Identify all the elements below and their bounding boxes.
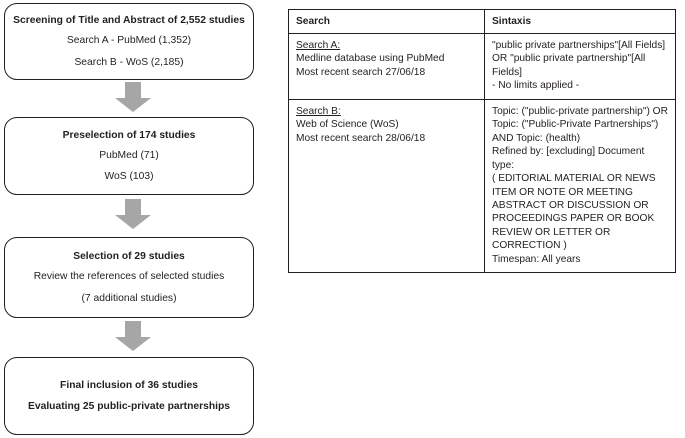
search-a-syntax-cell bbox=[485, 34, 676, 100]
search-a-label: Search A: bbox=[296, 40, 341, 51]
search-b-database: Web of Science (WoS) bbox=[296, 119, 399, 131]
column-header-syntax: Sintaxis bbox=[485, 10, 676, 34]
flow-box-selection-title: Selection of 29 studies bbox=[73, 251, 185, 263]
search-b-syntax-text: Topic: ("public-private partnership") OR Topic: ("Public-Private Partnerships") AND Topic: (health) Refined by: [excluding] Document type: ( EDITORIAL MATERIAL OR NEWS ITEM OR NOTE OR MEETING ABSTRACT OR DISCUSSION OR PROCEEDINGS PAPER OR BOOK REVIEW OR LETTER OR CORRECTION ) Timespan: All years bbox=[492, 105, 668, 265]
table-row-search-a bbox=[289, 34, 676, 100]
table-header-row bbox=[289, 10, 676, 34]
flow-box-preselection-title: Preselection of 174 studies bbox=[62, 129, 196, 141]
flow-box-final-title: Final inclusion of 36 studies bbox=[60, 380, 198, 392]
arrow-screening-to-preselection bbox=[114, 82, 152, 113]
search-a-database: Medline database using PubMed bbox=[296, 53, 445, 65]
search-b-label: Search B: bbox=[296, 105, 341, 117]
flow-box-screening bbox=[4, 3, 254, 80]
search-syntax-table bbox=[288, 9, 676, 273]
search-b-description-cell bbox=[289, 99, 485, 272]
flow-box-selection-line-3: (7 additional studies) bbox=[81, 292, 177, 304]
search-a-description-cell bbox=[289, 34, 485, 100]
flow-box-final-line-2: Evaluating 25 public-private partnerships bbox=[28, 400, 230, 412]
flow-box-selection-line-2: Review the references of selected studies bbox=[33, 271, 225, 283]
arrow-selection-to-final bbox=[114, 321, 152, 352]
search-b-syntax-cell bbox=[485, 99, 676, 272]
search-a-syntax-text: "public private partnerships"[All Fields] OR "public private partnership"[All Fields] - No limits applied - bbox=[492, 40, 666, 92]
flow-box-screening-line-3: Search B - WoS (2,185) bbox=[74, 56, 184, 68]
flow-box-screening-title: Screening of Title and Abstract of 2,552 studies bbox=[13, 15, 245, 27]
flow-box-preselection bbox=[4, 117, 254, 195]
search-b-date: Most recent search 28/06/18 bbox=[296, 132, 426, 144]
arrow-preselection-to-selection bbox=[114, 199, 152, 230]
study-selection-flowchart bbox=[0, 0, 262, 438]
column-header-search: Search bbox=[289, 10, 485, 34]
flow-box-preselection-line-3: WoS (103) bbox=[104, 171, 154, 183]
search-a-date: Most recent search 27/06/18 bbox=[296, 66, 426, 78]
flow-box-screening-line-2: Search A - PubMed (1,352) bbox=[66, 35, 192, 47]
flow-box-selection bbox=[4, 237, 254, 318]
flow-box-final-inclusion bbox=[4, 357, 254, 435]
flow-box-preselection-line-2: PubMed (71) bbox=[99, 149, 159, 161]
table-row-search-b bbox=[289, 99, 676, 272]
